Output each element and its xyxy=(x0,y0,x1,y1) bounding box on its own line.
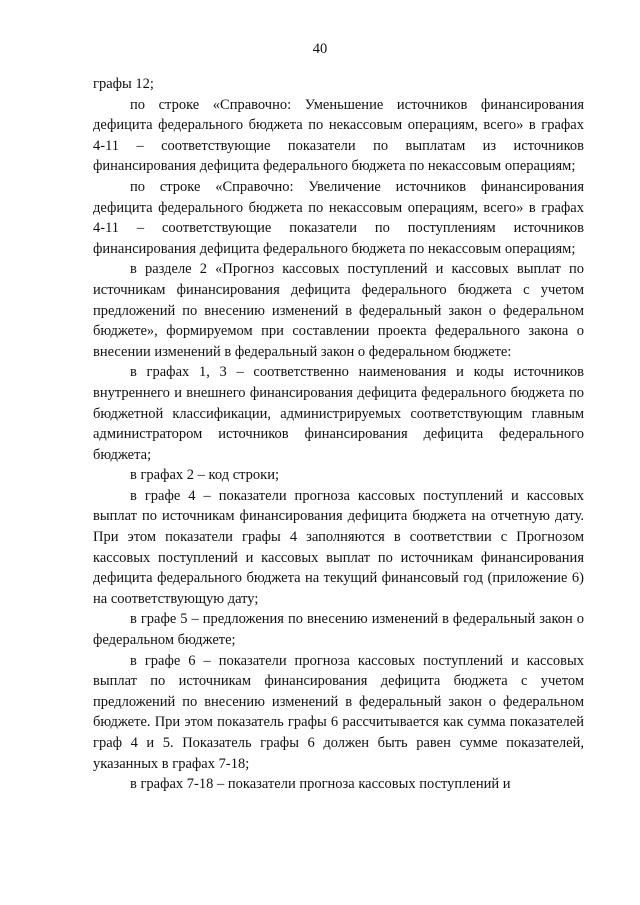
paragraph-10: в графах 7-18 – показатели прогноза кассовых поступлений и xyxy=(130,776,511,793)
paragraph-1: графы 12; xyxy=(93,76,154,92)
paragraph-7: в графе 4 – показатели прогноза кассовых поступлений и кассовых выплат по источникам финансирования дефицита бюджета на отчетную дату. При этом показатели графы 4 заполняются в соответствии с Прогнозом кассовых поступлений и кассовых выплат по источникам финансирования дефицита федерального бюджета на текущий финансовый год (приложение 6) на соответствующую дату; xyxy=(93,487,584,607)
paragraph-3: по строке «Справочно: Увеличение источников финансирования дефицита федерального бюджета по некассовым операциям, всего» в графах 4-11 – соответствующие показатели по поступлениям источников финансирования дефицита федерального бюджета по некассовым операциям; xyxy=(93,178,584,257)
paragraph-5: в графах 1, 3 – соответственно наименования и коды источников внутреннего и внешнего финансирования дефицита федерального бюджета по бюджетной классификации, администрируемых соответствующим главным администратором источников финансирования дефицита федерального бюджета; xyxy=(93,364,584,463)
page-number: 40 xyxy=(312,41,328,57)
paragraph-4: в разделе 2 «Прогноз кассовых поступлений и кассовых выплат по источникам финансирования дефицита федерального бюджета с учетом предложений по внесению изменений в федеральный закон о федеральном бюджете», формируемом при составлении проекта федерального закона о внесении изменений в федеральный закон о федеральном бюджете: xyxy=(93,261,584,360)
paragraph-6: в графах 2 – код строки; xyxy=(130,467,279,484)
paragraph-9: в графе 6 – показатели прогноза кассовых поступлений и кассовых выплат по источникам финансирования дефицита бюджета с учетом предложений по внесению изменений в федеральный закон о федеральном бюджете. При этом показатель графы 6 рассчитывается как сумма показателей граф 4 и 5. Показатель графы 6 должен быть равен сумме показателей, указанных в графах 7-18; xyxy=(93,652,584,772)
paragraph-8: в графе 5 – предложения по внесению изменений в федеральный закон о федеральном бюджете; xyxy=(93,611,584,649)
paragraph-2: по строке «Справочно: Уменьшение источников финансирования дефицита федерального бюджета по некассовым операциям, всего» в графах 4-11 – соответствующие показатели по выплатам из источников финансирования дефицита федерального бюджета по некассовым операциям; xyxy=(93,96,584,175)
document-body xyxy=(93,74,584,795)
